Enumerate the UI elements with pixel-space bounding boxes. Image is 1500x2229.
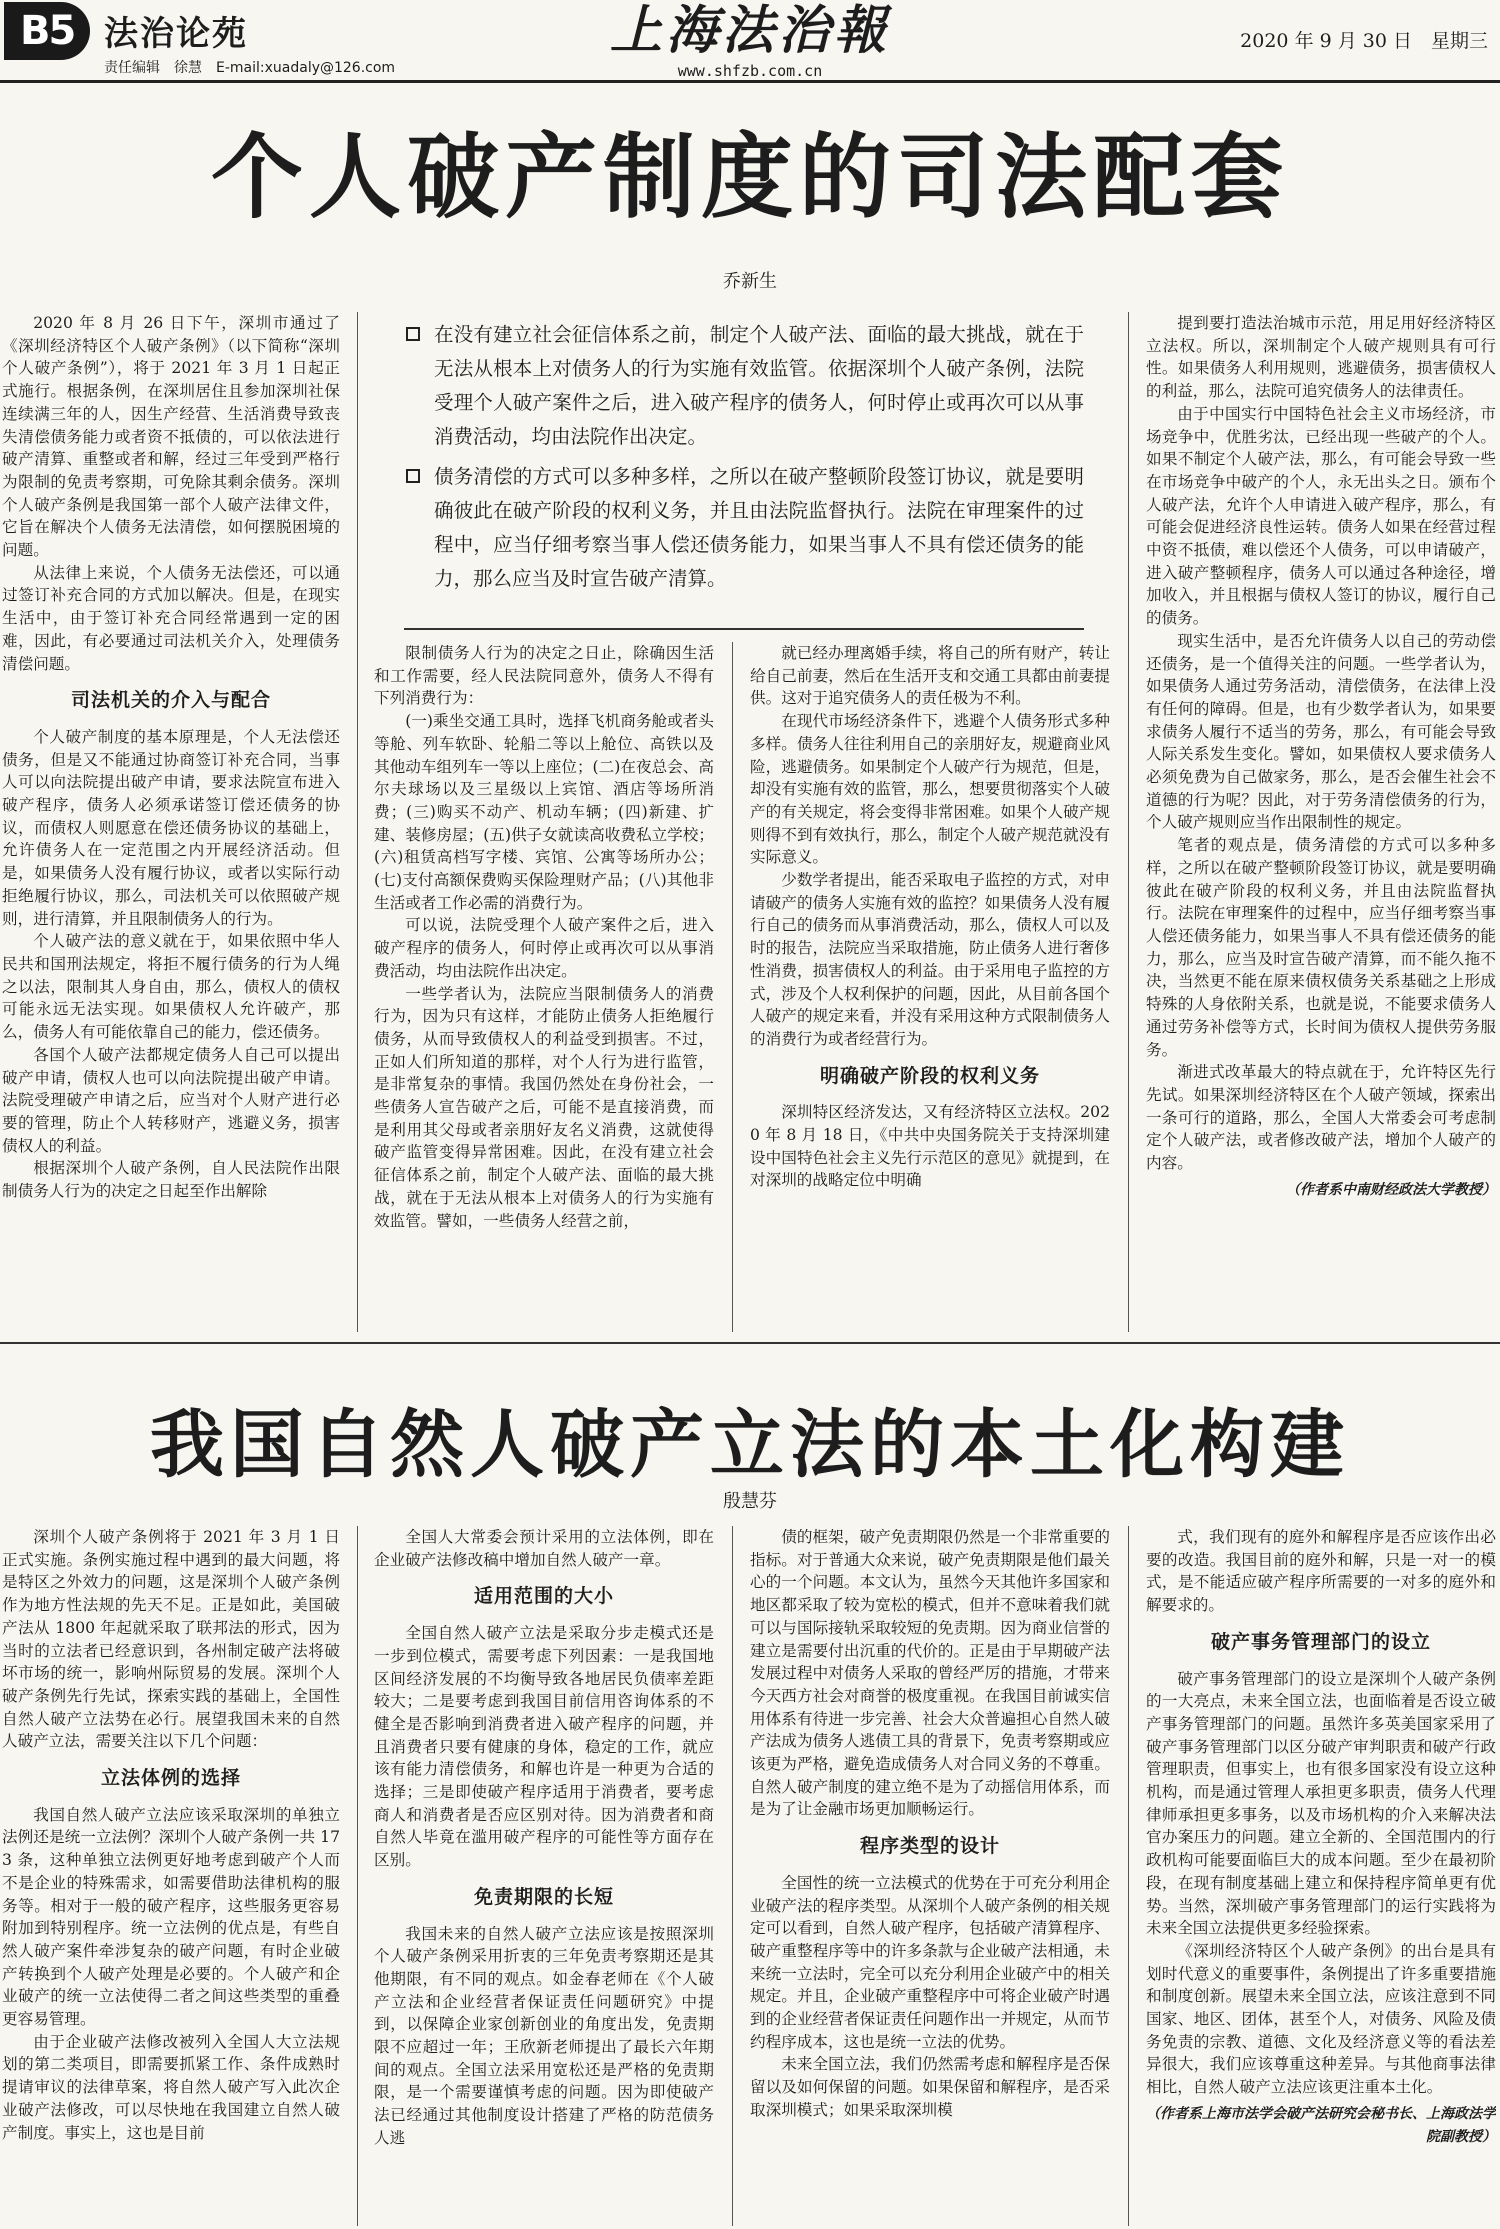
subheading: 程序类型的设计 (859, 1835, 1000, 1858)
paragraph: 破产事务管理部门的设立是深圳个人破产条例的一大亮点，未来全国立法，也面临着是否设立破产事务管理部门的问题。虽然许多英美国家采用了破产事务管理部门以区分破产审判职责和破产行政管理职责，但事实上，也有很多国家没有设立这种机构，而是通过管理人承担更多职责，债务人代理律师承担更多事务，以及市场机构的介入来解决法官办案压力的问题。建立全新的、全国范围内的行政机构可能要面临巨大的成本问题。至少在最初阶段，在现有制度基础上建立和保持程序简单更有优势。当然，深圳破产事务管理部门的运行实践将为未来全国立法提供更多经验探索。 (1146, 1669, 1496, 1938)
checkbox-square-icon (406, 327, 420, 341)
article-1-pullquote (404, 318, 1084, 602)
paragraph: 全国性的统一立法模式的优势在于可充分利用企业破产法的程序类型。从深圳个人破产条例的相关规定可以看到，自然人破产程序，包括破产清算程序、破产重整程序等中的许多条款与企业破产法相通，未来统一立法时，完全可以充分利用企业破产中的相关规定。并且，企业破产重整程序中可将企业破产时遇到的企业经营者保证责任问题作出一并规定，从而节约程序成本，这也是统一立法的优势。 (750, 1873, 1110, 2051)
pullquote-item (404, 318, 1084, 454)
article-2-column-1 (2, 1526, 340, 2226)
article-2-column-2 (374, 1526, 714, 2226)
paragraph: 从法律上来说，个人债务无法偿还，可以通过签订补充合同的方式加以解决。但是，在现实生活中，由于签订补充合同经常遇到一定的困难，因此，有必要通过司法机关介入，处理债务清偿问题。 (2, 563, 340, 673)
column-divider (357, 1526, 358, 2226)
paragraph: 一些学者认为，法院应当限制债务人的消费行为，因为只有这样，才能防止债务人拒绝履行债务，从而导致债权人的利益受到损害。不过，正如人们所知道的那样，对个人行为进行监管，是非常复杂的事情。我国仍然处在身份社会，一些债务人宣告破产之后，可能不是直接消费，而是利用其父母或者亲朋好友名义消费，这就使得破产监管变得异常困难。因此，在没有建立社会征信体系之前，制定个人破产法、面临的最大挑战，就在于无法从根本上对债务人的行为实施有效监管。譬如，一些债务人经营之前， (374, 984, 714, 1230)
column-divider (1128, 1526, 1129, 2226)
paragraph: 深圳特区经济发达，又有经济特区立法权。2020 年 8 月 18 日，《中共中央国务院关于支持深圳建设中国特色社会主义先行示范区的意见》就提到，在对深圳的战略定位中明确 (750, 1103, 1110, 1190)
subheading: 立法体例的选择 (100, 1767, 241, 1790)
article-1-column-3 (750, 642, 1110, 1332)
paragraph: 《深圳经济特区个人破产条例》的出台是具有划时代意义的重要事件，条例提出了许多重要措施和制度创新。展望未来全国立法，应该注意到不同国家、地区、团体，甚至个人，对债务、风险及债务免责的宗教、道德、文化及经济意义等的看法差异很大，我们应该尊重这种差异。与其他商事法律相比，自然人破产立法应该更注重本土化。 (1146, 1941, 1496, 2097)
paragraph: 未来全国立法，我们仍然需考虑和解程序是否保留以及如何保留的问题。如果保留和解程序，是否采取深圳模式；如果采取深圳模 (750, 2055, 1110, 2119)
article-1-author: 乔新生 (723, 271, 777, 292)
article-1-column-1 (2, 312, 340, 1332)
paragraph: 现实生活中，是否允许债务人以自己的劳动偿还债务，是一个值得关注的问题。一些学者认为，如果债务人通过劳务活动，清偿债务，在法律上没有任何的障碍。但是，也有少数学者认为，如果要求债务人履行不适当的劳务，那么，有可能会导致人际关系发生变化。譬如，如果债权人要求债务人必须免费为自己做家务，那么，是否会催生社会不道德的行为呢？因此，对于劳务清偿债务的行为，个人破产规则应当作出限制性的规定。 (1146, 631, 1496, 832)
paragraph: 全国自然人破产立法是采取分步走模式还是一步到位模式，需要考虑下列因素：一是我国地区间经济发展的不均衡导致各地居民负债率差距较大；二是要考虑到我国目前信用咨询体系的不健全是否影响到消费者进入破产程序的问题，并且消费者只要有健康的身体，稳定的工作，就应该有能力清偿债务，和解也许是一种更为合适的选择；三是即使破产程序适用于消费者，要考虑商人和消费者是否应区别对待。因为消费者和商自然人毕竟在滥用破产程序的可能性等方面存在区别。 (374, 1624, 714, 1870)
header-divider (0, 80, 1500, 83)
article-2-title: 我国自然人破产立法的本土化构建 (150, 1402, 1350, 1488)
paragraph: 债的框架，破产免责期限仍然是一个非常重要的指标。对于普通大众来说，破产免责期限是他们最关心的一个问题。本文认为，虽然今天其他许多国家和地区都采取了较为宽松的模式，但并不意味着我们就可以与国际接轨采取较短的免责期。因为商业信誉的建立是需要付出沉重的代价的。正是由于早期破产法发展过程中对债务人采取的曾经严厉的措施，才带来今天西方社会对商誉的极度重视。在我国目前诚实信用体系有待进一步完善、社会大众普遍担心自然人破产法成为债务人逃债工具的背景下，免责考察期或应该更为严格，避免造成债务人对合同义务的不尊重。自然人破产制度的建立绝不是为了动摇信用体系，而是为了让金融市场更加顺畅运行。 (750, 1528, 1110, 1819)
newspaper-masthead: 上海法治報 (609, 0, 890, 61)
paragraph: 由于企业破产法修改被列入全国人大立法规划的第二类项目，即需要抓紧工作、条件成熟时提请审议的法律草案，将自然人破产写入此次企业破产法修改，可以尽快地在我国建立自然人破产制度。事实上，这也是目前 (2, 2032, 340, 2142)
subheading: 明确破产阶段的权利义务 (819, 1064, 1040, 1087)
paragraph: 少数学者提出，能否采取电子监控的方式，对申请破产的债务人实施有效的监控？如果债务人没有履行自己的债务而从事消费活动，那么，债权人可以及时的报告，法院应当采取措施，防止债务人进行奢侈性消费，损害债权人的利益。由于采用电子监控的方式，涉及个人权利保护的问题，因此，从目前各国个人破产的规定来看，并没有采用这种方式限制债务人的消费行为或者经营行为。 (750, 871, 1110, 1048)
paragraph: 个人破产法的意义就在于，如果依照中华人民共和国刑法规定，将拒不履行债务的行为人绳之以法，限制其人身自由，那么，债权人的债权可能永远无法实现。如果债权人允许破产，那么，债务人有可能依靠自己的能力，偿还债务。 (2, 932, 340, 1042)
subheading: 司法机关的介入与配合 (70, 689, 271, 712)
paragraph: 深圳个人破产条例将于 2021 年 3 月 1 日正式实施。条例实施过程中遇到的最大问题，将是特区之外效力的问题，这是深圳个人破产条例作为地方性法规的先天不足。正是如此，美国破产法从 1800 年起就采取了联邦法的形式，因为当时的立法者已经意识到，各州制定破产法将破坏市场的统一，影响州际贸易的发展。深圳个人破产条例先行先试，探索实践的基础上，全国性自然人破产立法势在必行。展望我国未来的自然人破产立法，需要关注以下几个问题： (2, 1528, 340, 1751)
pullquote-text: 债务清偿的方式可以多种多样，之所以在破产整顿阶段签订协议，就是要明确彼此在破产阶段的权利义务，并且由法院监督执行。法院在审理案件的过程中，应当仔细考察当事人偿还债务能力，如果当事人不具有偿还债务的能力，那么应当及时宣告破产清算。 (434, 465, 1084, 590)
paragraph: 根据深圳个人破产条例，自人民法院作出限制债务人行为的决定之日起至作出解除 (2, 1159, 340, 1201)
author-note: （作者系上海市法学会破产法研究会秘书长、上海政法学院副教授） (1146, 2105, 1496, 2145)
paragraph: 由于中国实行中国特色社会主义市场经济，市场竞争中，优胜劣汰，已经出现一些破产的个人。如果不制定个人破产法，那么，有可能会导致一些在市场竞争中破产的个人，永无出头之日。颁布个人破产法，允许个人申请进入破产程序，那么，有可能会促进经济良性运转。债务人如果在经营过程中资不抵债，难以偿还个人债务，可以申请破产，进入破产整顿程序，债务人可以通过各种途径，增加收入，并且根据与债权人签订的协议，履行自己的债务。 (1146, 404, 1496, 628)
website-url[interactable]: www.shfzb.com.cn (677, 62, 823, 80)
paragraph: 限制债务人行为的决定之日止，除确因生活和工作需要，经人民法院同意外，债务人不得有下列消费行为： (374, 644, 714, 708)
paragraph: 可以说，法院受理个人破产案件之后，进入破产程序的债务人，何时停止或再次可以从事消费活动，均由法院作出决定。 (374, 916, 714, 980)
pullquote-item (404, 460, 1084, 596)
paragraph: 各国个人破产法都规定债务人自己可以提出破产申请，债权人也可以向法院提出破产申请。法院受理破产申请之后，应当对个人财产进行必要的管理，防止个人转移财产，逃避义务，损害债权人的利益。 (2, 1045, 340, 1155)
subheading: 破产事务管理部门的设立 (1210, 1630, 1431, 1653)
paragraph: 我国未来的自然人破产立法应该是按照深圳个人破产条例采用折衷的三年免责考察期还是其他期限，有不同的观点。如金春老师在《个人破产立法和企业经营者保证责任问题研究》中提到，以保障企业家创新创业的角度出发，免责期限不应超过一年；王欣新老师提出了最长六年期间的观点。全国立法采用宽松还是严格的免责期限，是一个需要谨慎考虑的问题。因为即使破产法已经通过其他制度设计搭建了严格的防范债务人逃 (374, 1924, 714, 2147)
editor-line: 责任编辑 徐慧 E-mail:xuadaly@126.com (104, 60, 396, 76)
column-divider (1128, 312, 1129, 1332)
column-divider (732, 1526, 733, 2226)
subheading: 免责期限的长短 (473, 1885, 614, 1908)
paragraph: 笔者的观点是，债务清偿的方式可以多种多样，之所以在破产整顿阶段签订协议，就是要明确彼此在破产阶段的权利义务，并且由法院监督执行。法院在审理案件的过程中，应当仔细考察当事人偿还债务能力，如果当事人不具有偿还债务的能力，那么，应当及时宣告破产清算，而不能久拖不决，当然更不能在原来债权债务关系基础之上形成特殊的人身依附关系，也就是说，不能要求债务人通过劳务补偿等方式，长时间为债权人提供劳务服务。 (1146, 836, 1496, 1059)
paragraph: 渐进式改革最大的特点就在于，允许特区先行先试。如果深圳经济特区在个人破产领域，探索出一条可行的道路，那么，全国人大常委会可考虑制定个人破产法，或者修改破产法，增加个人破产的内容。 (1146, 1063, 1496, 1173)
article-2-author: 殷慧芬 (723, 1491, 777, 1512)
paragraph: 就已经办理离婚手续，将自己的所有财产，转让给自己前妻，然后在生活开支和交通工具都由前妻提供。这对于追究债务人的责任极为不利。 (750, 644, 1110, 708)
article-divider (0, 1342, 1500, 1344)
article-2-column-4 (1146, 1526, 1496, 2226)
paragraph: 2020 年 8 月 26 日下午，深圳市通过了《深圳经济特区个人破产条例》（以下简称“深圳个人破产条例”），将于 2021 年 3 月 1 日起正式施行。根据条例，在深圳居住且参加深圳社保连续满三年的人，因生产经营、生活消费导致丧失清偿债务能力或者资不抵债的，可以依法进行破产清算、重整或者和解，经过三年受到严格行为限制的免责考察期，可免除其剩余债务。深圳个人破产条例是我国第一部个人破产法律文件，它旨在解决个人债务无法清偿，如何摆脱困境的问题。 (2, 314, 340, 560)
article-1-title: 个人破产制度的司法配套 (210, 124, 1289, 231)
paragraph: 全国人大常委会预计采用的立法体例，即在企业破产法修改稿中增加自然人破产一章。 (374, 1528, 714, 1569)
paragraph: 我国自然人破产立法应该采取深圳的单独立法例还是统一立法例？深圳个人破产条例一共 173 条，这种单独立法例更好地考虑到破产个人而不是企业的特殊需求，如需要借助法律机构的服务等。相对于一般的破产程序，这些服务更容易附加到特别程序。统一立法例的优点是，有些自然人破产案件牵涉复杂的破产问题，有时企业破产转换到个人破产处理是必要的。个人破产和企业破产的统一立法使得二者之间这些类型的重叠更容易管理。 (2, 1805, 340, 2029)
paragraph: 个人破产制度的基本原理是，个人无法偿还债务，但是又不能通过协商签订补充合同，当事人可以向法院提出破产申请，要求法院宣布进入破产程序，债务人必须承诺签订偿还债务的协议，而债权人则愿意在偿还债务协议的基础上，允许债务人在一定范围之内开展经济活动。但是，如果债务人没有履行协议，或者以实际行动拒绝履行协议，那么，司法机关可以依照破产规则，进行清算，并且限制债务人的行为。 (2, 727, 340, 928)
checkbox-square-icon (406, 469, 420, 483)
subheading: 适用范围的大小 (473, 1585, 614, 1608)
pullquote-text: 在没有建立社会征信体系之前，制定个人破产法、面临的最大挑战，就在于无法从根本上对债务人的行为实施有效监管。依据深圳个人破产条例，法院受理个人破产案件之后，进入破产程序的债务人，何时停止或再次可以从事消费活动，均由法院作出决定。 (434, 323, 1084, 448)
section-name: 法治论苑 (104, 14, 248, 54)
paragraph: (一)乘坐交通工具时，选择飞机商务舱或者头等舱、列车软卧、轮船二等以上舱位、高铁以及其他动车组列车一等以上座位；(二)在夜总会、高尔夫球场以及三星级以上宾馆、酒店等场所消费；(三)购买不动产、机动车辆；(四)新建、扩建、装修房屋；(五)供子女就读高收费私立学校；(六)租赁高档写字楼、宾馆、公寓等场所办公；(七)支付高额保费购买保险理财产品；(八)其他非生活或者工作必需的消费行为。 (374, 712, 714, 912)
pullquote-divider (404, 628, 1084, 630)
paragraph: 式，我们现有的庭外和解程序是否应该作出必要的改造。我国目前的庭外和解，只是一对一的模式，是不能适应破产程序所需要的一对多的庭外和解要求的。 (1146, 1528, 1496, 1615)
paragraph: 在现代市场经济条件下，逃避个人债务形式多种多样。债务人往往利用自己的亲朋好友，规避商业风险，逃避债务。如果制定个人破产行为规范，但是，却没有实施有效的监管，那么，想要贯彻落实个人破产的有关规定，将会变得非常困难。如果个人破产规则得不到有效执行，那么，制定个人破产规范就没有实际意义。 (750, 712, 1110, 867)
article-1-column-4 (1146, 312, 1496, 1332)
article-2-column-3 (750, 1526, 1110, 2226)
author-note: （作者系中南财经政法大学教授） (1286, 1181, 1496, 1198)
column-divider (357, 312, 358, 1332)
page-number-badge: B5 (4, 2, 90, 60)
issue-date: 2020 年 9 月 30 日 星期三 (1240, 30, 1488, 52)
article-1-column-2 (374, 642, 714, 1332)
column-divider (732, 642, 733, 1332)
paragraph: 提到要打造法治城市示范，用足用好经济特区立法权。所以，深圳制定个人破产规则具有可行性。如果债务人利用规则，逃避债务，损害债权人的利益，那么，法院可追究债务人的法律责任。 (1146, 314, 1496, 401)
